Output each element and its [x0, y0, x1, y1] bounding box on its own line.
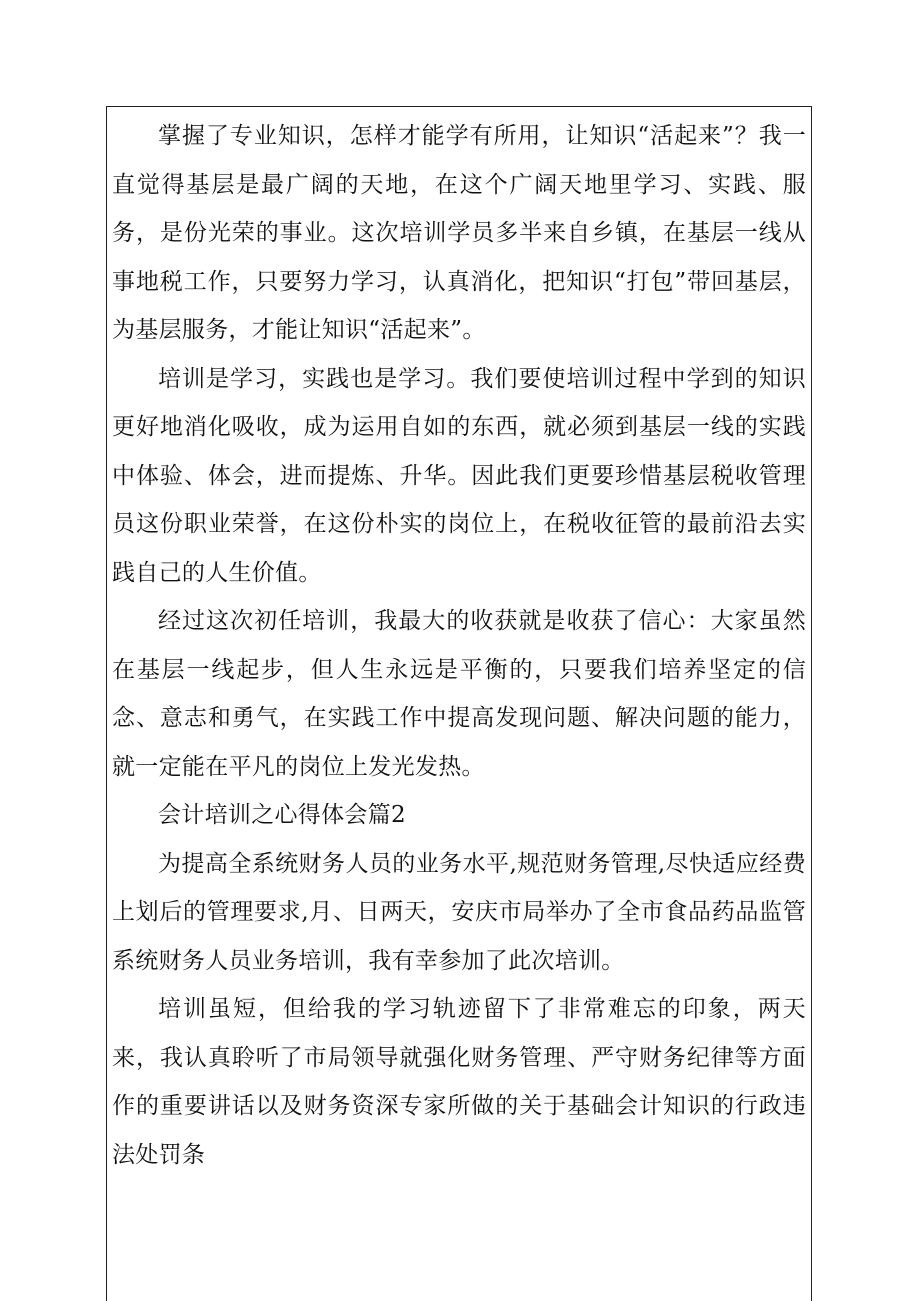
paragraph-training-impression: 培训虽短，但给我的学习轨迹留下了非常难忘的印象，两天来，我认真聆听了市局领导就强化财务管理、严守财务纪律等方面作的重要讲话以及财务资深专家所做的关于基础会计知识的行政违法处罚条: [112, 996, 806, 1168]
section-heading: 会计培训之心得体会篇2: [158, 802, 406, 828]
paragraph-knowledge-alive: 掌握了专业知识，怎样才能学有所用，让知识“活起来”？我一直觉得基层是最广阔的天地，在这个广阔天地里学习、实践、服务，是份光荣的事业。这次培训学员多半来自乡镇，在基层一线从事地税工作，只要努力学习，认真消化，把知识“打包”带回基层，为基层服务，才能让知识“活起来”。: [112, 123, 806, 343]
document-body: [112, 112, 806, 1179]
paragraph-training-practice: 培训是学习，实践也是学习。我们要使培训过程中学到的知识更好地消化吸收，成为运用自如的东西，就必须到基层一线的实践中体验、体会，进而提炼、升华。因此我们更要珍惜基层税收管理员这份职业荣誉，在这份朴实的岗位上，在税收征管的最前沿去实践自己的人生价值。: [112, 365, 806, 586]
paragraph-finance-training: 为提高全系统财务人员的业务水平,规范财务管理,尽快适应经费上划后的管理要求,月、日两天，安庆市局举办了全市食品药品监管系统财务人员业务培训，我有幸参加了此次培训。: [112, 850, 806, 974]
paragraph-confidence: 经过这次初任培训，我最大的收获就是收获了信心：大家虽然在基层一线起步，但人生永远是平衡的，只要我们培养坚定的信念、意志和勇气，在实践工作中提高发现问题、解决问题的能力，就一定能在平凡的岗位上发光发热。: [112, 608, 806, 780]
